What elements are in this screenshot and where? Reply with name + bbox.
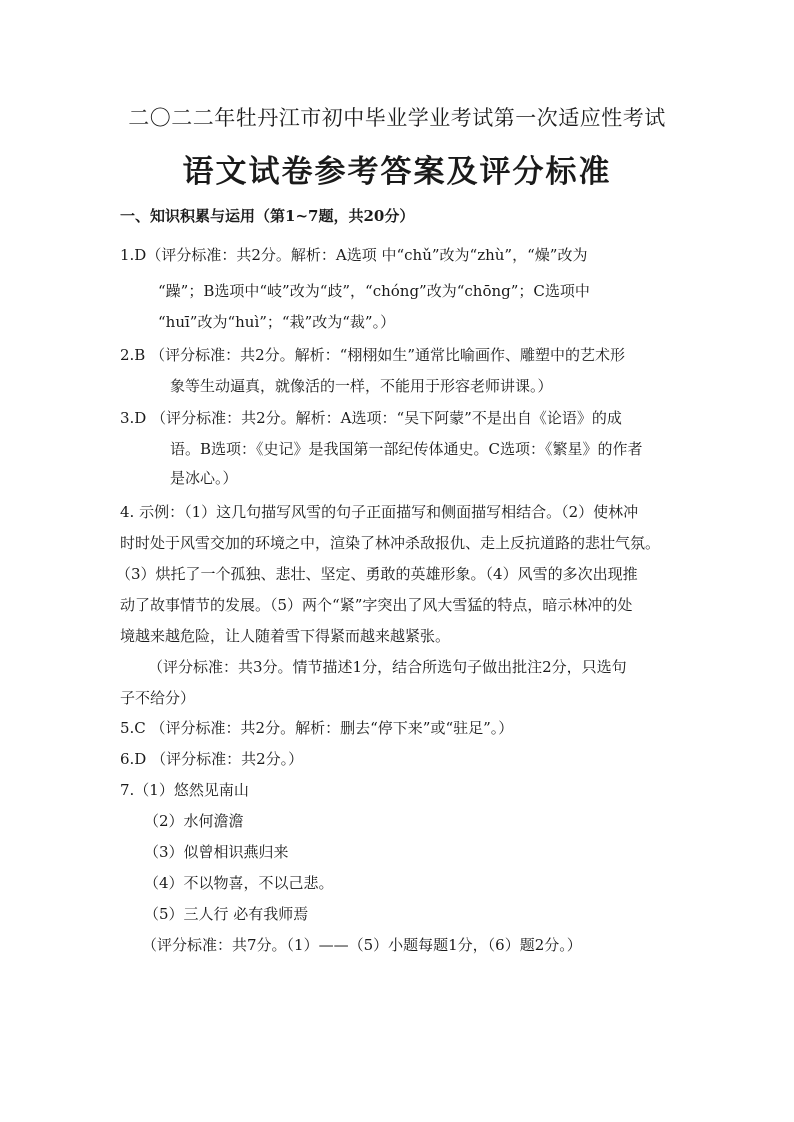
q4-line-2: 时时处于风雪交加的环境之中，渲染了林冲杀敌报仇、走上反抗道路的悲壮气氛。 xyxy=(120,534,661,552)
q7-item-5: （5）三人行 必有我师焉 xyxy=(144,905,309,923)
q7-item-2: （2）水何澹澹 xyxy=(144,812,244,830)
q4-line-1: 4. 示例：（1）这几句描写风雪的句子正面描写和侧面描写相结合。（2）使林冲 xyxy=(120,503,639,521)
document-subtitle: 语文试卷参考答案及评分标准 xyxy=(182,154,612,190)
q3-line-3: 是冰心。） xyxy=(170,469,238,487)
q6-answer: 6.D （评分标准：共2分。） xyxy=(120,750,304,768)
q5-answer: 5.C （评分标准：共2分。解析：删去“停下来”或“驻足”。） xyxy=(120,719,514,737)
exam-title: 二〇二二年牡丹江市初中毕业学业考试第一次适应性考试 xyxy=(128,106,666,130)
q2-line-2: 象等生动逼真，就像活的一样，不能用于形容老师讲课。） xyxy=(170,377,553,395)
q7-item-4: （4）不以物喜，不以己悲。 xyxy=(144,874,334,892)
q7-item-3: （3）似曾相识燕归来 xyxy=(144,843,289,861)
q3-line-1: 3.D （评分标准：共2分。解析：A选项：“吴下阿蒙”不是出自《论语》的成 xyxy=(120,409,622,427)
q7-item-1: 7.（1）悠然见南山 xyxy=(120,781,249,799)
q7-scoring: （评分标准：共7分。（1）——（5）小题每题1分，（6）题2分。） xyxy=(142,936,582,954)
q1-line-1: 1.D（评分标准：共2分。解析：A选项 中“chǔ”改为“zhù”，“燥”改为 xyxy=(120,246,588,264)
section-heading: 一、知识积累与运用（第1~7题，共20分） xyxy=(120,207,415,225)
q3-line-2: 语。B选项：《史记》是我国第一部纪传体通史。C选项：《繁星》的作者 xyxy=(170,440,643,458)
q4-line-3: （3）烘托了一个孤独、悲壮、坚定、勇敢的英雄形象。（4）风雪的多次出现推 xyxy=(116,565,638,583)
q4-scoring-line-1: （评分标准：共3分。情节描述1分，结合所选句子做出批注2分，只选句 xyxy=(148,658,627,676)
q4-line-5: 境越来越危险，让人随着雪下得紧而越来越紧张。 xyxy=(120,627,451,645)
q1-line-2: “躁”；B选项中“岐”改为“歧”，“chóng”改为“chōng”；C选项中 xyxy=(158,282,590,300)
q4-scoring-line-2: 子不给分） xyxy=(120,689,196,707)
q1-line-3: “huī”改为“huì”；“栽”改为“裁”。） xyxy=(158,313,396,331)
q2-line-1: 2.B （评分标准：共2分。解析：“栩栩如生”通常比喻画作、雕塑中的艺术形 xyxy=(120,346,625,364)
q4-line-4: 动了故事情节的发展。（5）两个“紧”字突出了风大雪猛的特点，暗示林冲的处 xyxy=(120,596,633,614)
